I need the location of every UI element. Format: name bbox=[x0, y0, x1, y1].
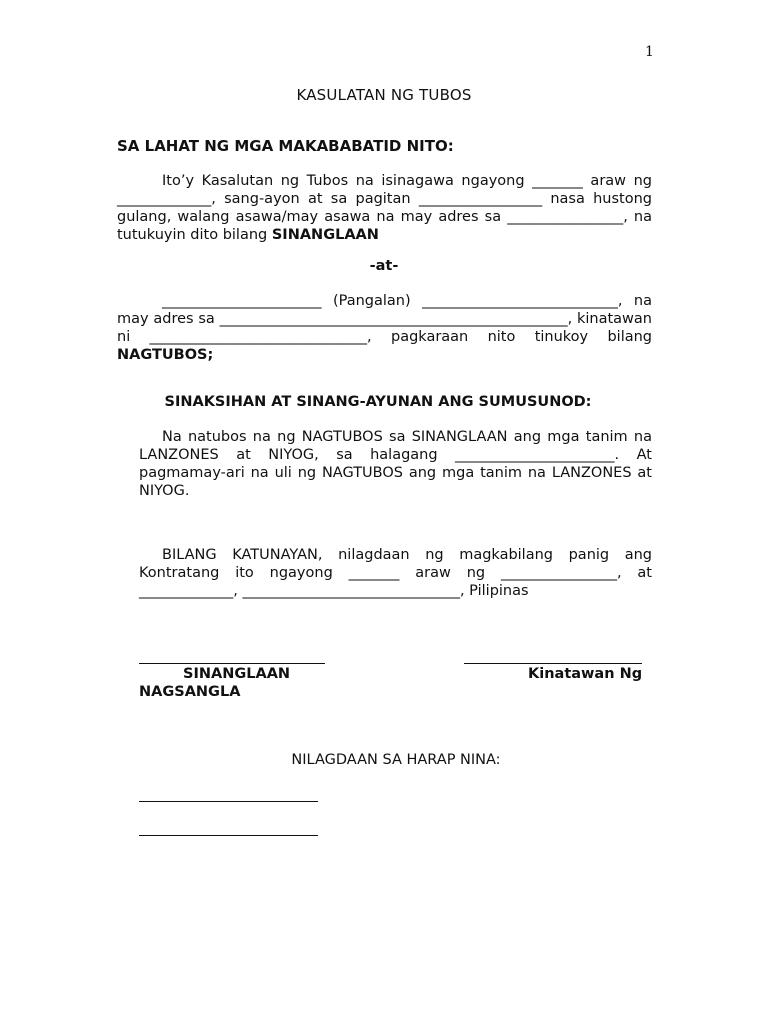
signature-line-right bbox=[464, 663, 642, 664]
signature-line-left bbox=[139, 663, 325, 664]
paragraph-2-bold: NAGTUBOS; bbox=[117, 347, 214, 363]
paragraph-4-text: BILANG KATUNAYAN, nilagdaan ng magkabilang panig ang Kontratang ito ngayong _______ araw ng ________________, at _____________, ______________________________, Pilipinas bbox=[139, 547, 652, 599]
witness-label: NILAGDAAN SA HARAP NINA: bbox=[291, 752, 501, 768]
signature-label-right: Kinatawan Ng bbox=[528, 666, 643, 682]
paragraph-1 bbox=[117, 172, 652, 244]
page-number: 1 bbox=[645, 44, 654, 60]
salutation: SA LAHAT NG MGA MAKABABATID NITO: bbox=[117, 137, 454, 155]
separator: -at- bbox=[369, 258, 399, 274]
witness-signature-line-2 bbox=[139, 835, 318, 836]
paragraph-1-text: Ito’y Kasalutan ng Tubos na isinagawa ngayong _______ araw ng _____________, sang-ayon at sa pagitan _________________ nasa hustong gulang, walang asawa/may asawa na may adres sa ________________, na tutukuyin dito bilang bbox=[117, 173, 652, 243]
paragraph-4 bbox=[139, 546, 652, 600]
document-title: KASULATAN NG TUBOS bbox=[296, 86, 472, 104]
paragraph-3-text: Na natubos na ng NAGTUBOS sa SINANGLAAN ang mga tanim na LANZONES at NIYOG, sa halagang ______________________. At pagmamay-ari na uli ng NAGTUBOS ang mga tanim na LANZONES at NIYOG. bbox=[139, 429, 652, 499]
paragraph-2 bbox=[117, 292, 652, 364]
witness-signature-line-1 bbox=[139, 801, 318, 802]
witness-heading: SINAKSIHAN AT SINANG-AYUNAN ANG SUMUSUNOD: bbox=[164, 394, 592, 410]
signature-label-left: SINANGLAAN bbox=[183, 666, 291, 682]
signature-sublabel-left: NAGSANGLA bbox=[139, 684, 241, 700]
paragraph-3 bbox=[139, 428, 652, 500]
paragraph-1-bold: SINANGLAAN bbox=[271, 227, 379, 243]
paragraph-2-text: ______________________ (Pangalan) ___________________________, na may adres sa ________________________________________________, kinatawan ni ______________________________, pagkaraan nito tinukoy bilang bbox=[117, 293, 652, 345]
